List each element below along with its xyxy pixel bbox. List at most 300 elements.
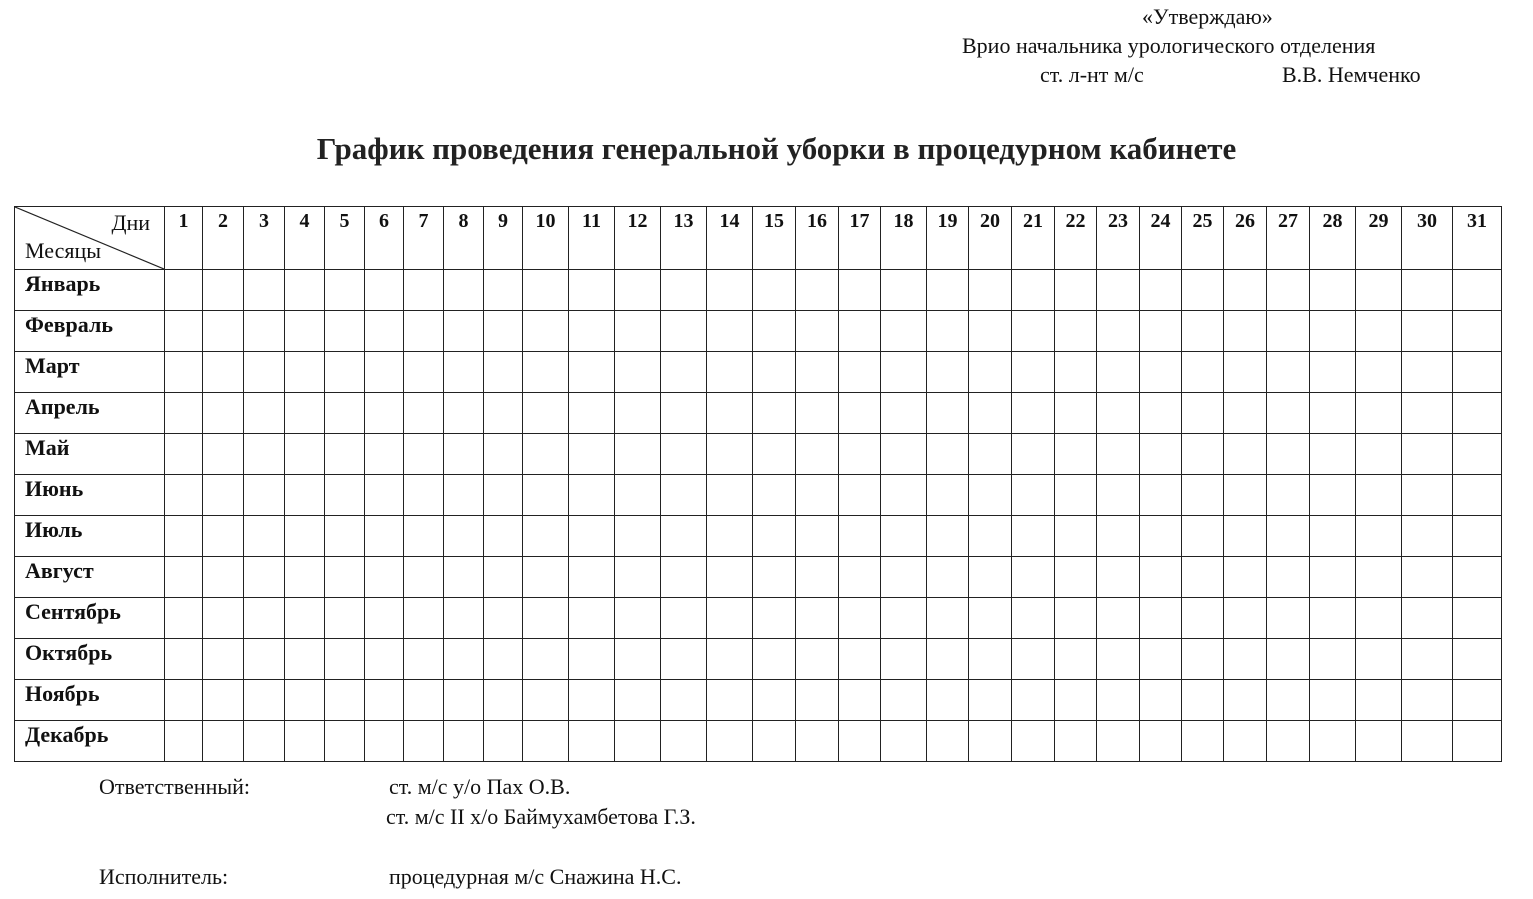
schedule-cell[interactable] (1402, 475, 1453, 516)
schedule-cell[interactable] (203, 311, 244, 352)
schedule-cell[interactable] (1267, 516, 1310, 557)
schedule-cell[interactable] (969, 475, 1012, 516)
schedule-cell[interactable] (444, 680, 484, 721)
schedule-cell[interactable] (325, 639, 365, 680)
schedule-cell[interactable] (285, 434, 325, 475)
schedule-cell[interactable] (1140, 475, 1182, 516)
schedule-cell[interactable] (523, 393, 569, 434)
schedule-cell[interactable] (1012, 352, 1055, 393)
schedule-cell[interactable] (404, 270, 444, 311)
schedule-cell[interactable] (796, 516, 839, 557)
schedule-cell[interactable] (1097, 598, 1140, 639)
schedule-cell[interactable] (1356, 434, 1402, 475)
schedule-cell[interactable] (1097, 557, 1140, 598)
schedule-cell[interactable] (753, 393, 796, 434)
schedule-cell[interactable] (203, 557, 244, 598)
schedule-cell[interactable] (839, 393, 881, 434)
schedule-cell[interactable] (1356, 311, 1402, 352)
schedule-cell[interactable] (753, 598, 796, 639)
schedule-cell[interactable] (569, 680, 615, 721)
schedule-cell[interactable] (203, 393, 244, 434)
schedule-cell[interactable] (165, 393, 203, 434)
schedule-cell[interactable] (523, 721, 569, 762)
schedule-cell[interactable] (203, 680, 244, 721)
schedule-cell[interactable] (1267, 475, 1310, 516)
schedule-cell[interactable] (839, 639, 881, 680)
schedule-cell[interactable] (1310, 311, 1356, 352)
schedule-cell[interactable] (404, 311, 444, 352)
schedule-cell[interactable] (839, 270, 881, 311)
schedule-cell[interactable] (661, 721, 707, 762)
schedule-cell[interactable] (1182, 557, 1224, 598)
schedule-cell[interactable] (927, 434, 969, 475)
schedule-cell[interactable] (753, 516, 796, 557)
schedule-cell[interactable] (244, 434, 285, 475)
schedule-cell[interactable] (1055, 434, 1097, 475)
schedule-cell[interactable] (615, 721, 661, 762)
schedule-cell[interactable] (796, 639, 839, 680)
schedule-cell[interactable] (1140, 639, 1182, 680)
schedule-cell[interactable] (444, 434, 484, 475)
schedule-cell[interactable] (244, 557, 285, 598)
schedule-cell[interactable] (285, 557, 325, 598)
schedule-cell[interactable] (1182, 680, 1224, 721)
schedule-cell[interactable] (165, 270, 203, 311)
schedule-cell[interactable] (707, 639, 753, 680)
schedule-cell[interactable] (881, 721, 927, 762)
schedule-cell[interactable] (285, 270, 325, 311)
schedule-cell[interactable] (444, 516, 484, 557)
schedule-cell[interactable] (444, 393, 484, 434)
schedule-cell[interactable] (325, 393, 365, 434)
schedule-cell[interactable] (1267, 557, 1310, 598)
schedule-cell[interactable] (484, 516, 523, 557)
schedule-cell[interactable] (1402, 639, 1453, 680)
schedule-cell[interactable] (1224, 270, 1267, 311)
schedule-cell[interactable] (325, 557, 365, 598)
schedule-cell[interactable] (1356, 639, 1402, 680)
schedule-cell[interactable] (244, 311, 285, 352)
schedule-cell[interactable] (444, 270, 484, 311)
schedule-cell[interactable] (796, 680, 839, 721)
schedule-cell[interactable] (484, 311, 523, 352)
schedule-cell[interactable] (969, 557, 1012, 598)
schedule-cell[interactable] (523, 434, 569, 475)
schedule-cell[interactable] (1182, 311, 1224, 352)
schedule-cell[interactable] (523, 680, 569, 721)
schedule-cell[interactable] (1224, 434, 1267, 475)
schedule-cell[interactable] (365, 393, 404, 434)
schedule-cell[interactable] (1055, 393, 1097, 434)
schedule-cell[interactable] (615, 557, 661, 598)
schedule-cell[interactable] (1310, 680, 1356, 721)
schedule-cell[interactable] (1453, 680, 1502, 721)
schedule-cell[interactable] (707, 475, 753, 516)
schedule-cell[interactable] (1453, 311, 1502, 352)
schedule-cell[interactable] (969, 311, 1012, 352)
schedule-cell[interactable] (365, 680, 404, 721)
schedule-cell[interactable] (1453, 721, 1502, 762)
schedule-cell[interactable] (325, 516, 365, 557)
schedule-cell[interactable] (615, 434, 661, 475)
schedule-cell[interactable] (244, 516, 285, 557)
schedule-cell[interactable] (1453, 557, 1502, 598)
schedule-cell[interactable] (881, 270, 927, 311)
schedule-cell[interactable] (325, 352, 365, 393)
schedule-cell[interactable] (484, 557, 523, 598)
schedule-cell[interactable] (203, 598, 244, 639)
schedule-cell[interactable] (707, 557, 753, 598)
schedule-cell[interactable] (881, 557, 927, 598)
schedule-cell[interactable] (615, 598, 661, 639)
schedule-cell[interactable] (796, 393, 839, 434)
schedule-cell[interactable] (1310, 639, 1356, 680)
schedule-cell[interactable] (1097, 270, 1140, 311)
schedule-cell[interactable] (1402, 516, 1453, 557)
schedule-cell[interactable] (1402, 311, 1453, 352)
schedule-cell[interactable] (1356, 270, 1402, 311)
schedule-cell[interactable] (365, 516, 404, 557)
schedule-cell[interactable] (1012, 434, 1055, 475)
schedule-cell[interactable] (1182, 434, 1224, 475)
schedule-cell[interactable] (285, 352, 325, 393)
schedule-cell[interactable] (1310, 393, 1356, 434)
schedule-cell[interactable] (1453, 639, 1502, 680)
schedule-cell[interactable] (1310, 557, 1356, 598)
schedule-cell[interactable] (569, 516, 615, 557)
schedule-cell[interactable] (165, 434, 203, 475)
schedule-cell[interactable] (881, 352, 927, 393)
schedule-cell[interactable] (1453, 434, 1502, 475)
schedule-cell[interactable] (404, 516, 444, 557)
schedule-cell[interactable] (285, 393, 325, 434)
schedule-cell[interactable] (165, 680, 203, 721)
schedule-cell[interactable] (1224, 598, 1267, 639)
schedule-cell[interactable] (707, 721, 753, 762)
schedule-cell[interactable] (707, 270, 753, 311)
schedule-cell[interactable] (404, 434, 444, 475)
schedule-cell[interactable] (569, 721, 615, 762)
schedule-cell[interactable] (927, 639, 969, 680)
schedule-cell[interactable] (1055, 680, 1097, 721)
schedule-cell[interactable] (881, 475, 927, 516)
schedule-cell[interactable] (325, 721, 365, 762)
schedule-cell[interactable] (1224, 311, 1267, 352)
schedule-cell[interactable] (444, 639, 484, 680)
schedule-cell[interactable] (969, 639, 1012, 680)
schedule-cell[interactable] (707, 311, 753, 352)
schedule-cell[interactable] (484, 270, 523, 311)
schedule-cell[interactable] (404, 721, 444, 762)
schedule-cell[interactable] (927, 721, 969, 762)
schedule-cell[interactable] (285, 680, 325, 721)
schedule-cell[interactable] (927, 557, 969, 598)
schedule-cell[interactable] (615, 393, 661, 434)
schedule-cell[interactable] (1012, 475, 1055, 516)
schedule-cell[interactable] (661, 639, 707, 680)
schedule-cell[interactable] (1453, 352, 1502, 393)
schedule-cell[interactable] (707, 516, 753, 557)
schedule-cell[interactable] (444, 352, 484, 393)
schedule-cell[interactable] (1140, 721, 1182, 762)
schedule-cell[interactable] (1140, 311, 1182, 352)
schedule-cell[interactable] (1402, 680, 1453, 721)
schedule-cell[interactable] (244, 639, 285, 680)
schedule-cell[interactable] (1140, 434, 1182, 475)
schedule-cell[interactable] (1267, 680, 1310, 721)
schedule-cell[interactable] (404, 393, 444, 434)
schedule-cell[interactable] (444, 598, 484, 639)
schedule-cell[interactable] (484, 475, 523, 516)
schedule-cell[interactable] (661, 680, 707, 721)
schedule-cell[interactable] (881, 393, 927, 434)
schedule-cell[interactable] (661, 434, 707, 475)
schedule-cell[interactable] (796, 598, 839, 639)
schedule-cell[interactable] (523, 352, 569, 393)
schedule-cell[interactable] (1224, 352, 1267, 393)
schedule-cell[interactable] (484, 393, 523, 434)
schedule-cell[interactable] (1140, 598, 1182, 639)
schedule-cell[interactable] (325, 598, 365, 639)
schedule-cell[interactable] (1310, 434, 1356, 475)
schedule-cell[interactable] (484, 352, 523, 393)
schedule-cell[interactable] (1182, 639, 1224, 680)
schedule-cell[interactable] (969, 516, 1012, 557)
schedule-cell[interactable] (569, 352, 615, 393)
schedule-cell[interactable] (569, 598, 615, 639)
schedule-cell[interactable] (1224, 516, 1267, 557)
schedule-cell[interactable] (661, 270, 707, 311)
schedule-cell[interactable] (615, 639, 661, 680)
schedule-cell[interactable] (969, 721, 1012, 762)
schedule-cell[interactable] (796, 434, 839, 475)
schedule-cell[interactable] (1182, 270, 1224, 311)
schedule-cell[interactable] (1310, 270, 1356, 311)
schedule-cell[interactable] (1402, 434, 1453, 475)
schedule-cell[interactable] (753, 557, 796, 598)
schedule-cell[interactable] (1402, 557, 1453, 598)
schedule-cell[interactable] (365, 557, 404, 598)
schedule-cell[interactable] (1140, 680, 1182, 721)
schedule-cell[interactable] (404, 680, 444, 721)
schedule-cell[interactable] (1055, 311, 1097, 352)
schedule-cell[interactable] (1012, 598, 1055, 639)
schedule-cell[interactable] (165, 311, 203, 352)
schedule-cell[interactable] (1224, 393, 1267, 434)
schedule-cell[interactable] (1182, 516, 1224, 557)
schedule-cell[interactable] (839, 721, 881, 762)
schedule-cell[interactable] (927, 311, 969, 352)
schedule-cell[interactable] (285, 311, 325, 352)
schedule-cell[interactable] (969, 270, 1012, 311)
schedule-cell[interactable] (484, 639, 523, 680)
schedule-cell[interactable] (365, 352, 404, 393)
schedule-cell[interactable] (661, 516, 707, 557)
schedule-cell[interactable] (404, 475, 444, 516)
schedule-cell[interactable] (325, 311, 365, 352)
schedule-cell[interactable] (1182, 598, 1224, 639)
schedule-cell[interactable] (881, 639, 927, 680)
schedule-cell[interactable] (1012, 393, 1055, 434)
schedule-cell[interactable] (244, 680, 285, 721)
schedule-cell[interactable] (484, 598, 523, 639)
schedule-cell[interactable] (165, 557, 203, 598)
schedule-cell[interactable] (244, 352, 285, 393)
schedule-cell[interactable] (285, 639, 325, 680)
schedule-cell[interactable] (1097, 475, 1140, 516)
schedule-cell[interactable] (1224, 557, 1267, 598)
schedule-cell[interactable] (365, 434, 404, 475)
schedule-cell[interactable] (1310, 352, 1356, 393)
schedule-cell[interactable] (927, 393, 969, 434)
schedule-cell[interactable] (569, 557, 615, 598)
schedule-cell[interactable] (1402, 270, 1453, 311)
schedule-cell[interactable] (1356, 475, 1402, 516)
schedule-cell[interactable] (927, 352, 969, 393)
schedule-cell[interactable] (569, 434, 615, 475)
schedule-cell[interactable] (661, 311, 707, 352)
schedule-cell[interactable] (1055, 721, 1097, 762)
schedule-cell[interactable] (796, 721, 839, 762)
schedule-cell[interactable] (1453, 475, 1502, 516)
schedule-cell[interactable] (1453, 270, 1502, 311)
schedule-cell[interactable] (753, 352, 796, 393)
schedule-cell[interactable] (1356, 598, 1402, 639)
schedule-cell[interactable] (1356, 557, 1402, 598)
schedule-cell[interactable] (1182, 393, 1224, 434)
schedule-cell[interactable] (285, 598, 325, 639)
schedule-cell[interactable] (796, 270, 839, 311)
schedule-cell[interactable] (285, 721, 325, 762)
schedule-cell[interactable] (1267, 352, 1310, 393)
schedule-cell[interactable] (1224, 721, 1267, 762)
schedule-cell[interactable] (203, 475, 244, 516)
schedule-cell[interactable] (927, 475, 969, 516)
schedule-cell[interactable] (1140, 393, 1182, 434)
schedule-cell[interactable] (1267, 721, 1310, 762)
schedule-cell[interactable] (285, 516, 325, 557)
schedule-cell[interactable] (523, 516, 569, 557)
schedule-cell[interactable] (444, 557, 484, 598)
schedule-cell[interactable] (325, 434, 365, 475)
schedule-cell[interactable] (1097, 311, 1140, 352)
schedule-cell[interactable] (753, 680, 796, 721)
schedule-cell[interactable] (753, 434, 796, 475)
schedule-cell[interactable] (404, 598, 444, 639)
schedule-cell[interactable] (615, 680, 661, 721)
schedule-cell[interactable] (839, 516, 881, 557)
schedule-cell[interactable] (615, 311, 661, 352)
schedule-cell[interactable] (523, 598, 569, 639)
schedule-cell[interactable] (753, 721, 796, 762)
schedule-cell[interactable] (1402, 352, 1453, 393)
schedule-cell[interactable] (203, 352, 244, 393)
schedule-cell[interactable] (365, 270, 404, 311)
schedule-cell[interactable] (839, 475, 881, 516)
schedule-cell[interactable] (796, 352, 839, 393)
schedule-cell[interactable] (1402, 721, 1453, 762)
schedule-cell[interactable] (1097, 721, 1140, 762)
schedule-cell[interactable] (753, 311, 796, 352)
schedule-cell[interactable] (707, 393, 753, 434)
schedule-cell[interactable] (523, 475, 569, 516)
schedule-cell[interactable] (839, 680, 881, 721)
schedule-cell[interactable] (1267, 393, 1310, 434)
schedule-cell[interactable] (1224, 475, 1267, 516)
schedule-cell[interactable] (839, 434, 881, 475)
schedule-cell[interactable] (707, 680, 753, 721)
schedule-cell[interactable] (615, 352, 661, 393)
schedule-cell[interactable] (1356, 721, 1402, 762)
schedule-cell[interactable] (484, 680, 523, 721)
schedule-cell[interactable] (1356, 352, 1402, 393)
schedule-cell[interactable] (707, 434, 753, 475)
schedule-cell[interactable] (1267, 270, 1310, 311)
schedule-cell[interactable] (365, 721, 404, 762)
schedule-cell[interactable] (1012, 516, 1055, 557)
schedule-cell[interactable] (1402, 393, 1453, 434)
schedule-cell[interactable] (484, 434, 523, 475)
schedule-cell[interactable] (1356, 680, 1402, 721)
schedule-cell[interactable] (1140, 557, 1182, 598)
schedule-cell[interactable] (707, 598, 753, 639)
schedule-cell[interactable] (1055, 352, 1097, 393)
schedule-cell[interactable] (165, 516, 203, 557)
schedule-cell[interactable] (165, 721, 203, 762)
schedule-cell[interactable] (969, 598, 1012, 639)
schedule-cell[interactable] (285, 475, 325, 516)
schedule-cell[interactable] (969, 434, 1012, 475)
schedule-cell[interactable] (927, 680, 969, 721)
schedule-cell[interactable] (753, 270, 796, 311)
schedule-cell[interactable] (1453, 393, 1502, 434)
schedule-cell[interactable] (1012, 557, 1055, 598)
schedule-cell[interactable] (1310, 721, 1356, 762)
schedule-cell[interactable] (444, 311, 484, 352)
schedule-cell[interactable] (325, 270, 365, 311)
schedule-cell[interactable] (1182, 721, 1224, 762)
schedule-cell[interactable] (523, 270, 569, 311)
schedule-cell[interactable] (165, 352, 203, 393)
schedule-cell[interactable] (569, 639, 615, 680)
schedule-cell[interactable] (569, 311, 615, 352)
schedule-cell[interactable] (615, 475, 661, 516)
schedule-cell[interactable] (796, 475, 839, 516)
schedule-cell[interactable] (1055, 639, 1097, 680)
schedule-cell[interactable] (1055, 475, 1097, 516)
schedule-cell[interactable] (615, 516, 661, 557)
schedule-cell[interactable] (927, 516, 969, 557)
schedule-cell[interactable] (1097, 352, 1140, 393)
schedule-cell[interactable] (325, 475, 365, 516)
schedule-cell[interactable] (444, 721, 484, 762)
schedule-cell[interactable] (325, 680, 365, 721)
schedule-cell[interactable] (881, 516, 927, 557)
schedule-cell[interactable] (1012, 639, 1055, 680)
schedule-cell[interactable] (523, 557, 569, 598)
schedule-cell[interactable] (753, 639, 796, 680)
schedule-cell[interactable] (615, 270, 661, 311)
schedule-cell[interactable] (839, 311, 881, 352)
schedule-cell[interactable] (244, 270, 285, 311)
schedule-cell[interactable] (203, 639, 244, 680)
schedule-cell[interactable] (1097, 434, 1140, 475)
schedule-cell[interactable] (244, 721, 285, 762)
schedule-cell[interactable] (523, 639, 569, 680)
schedule-cell[interactable] (569, 270, 615, 311)
schedule-cell[interactable] (1182, 352, 1224, 393)
schedule-cell[interactable] (203, 721, 244, 762)
